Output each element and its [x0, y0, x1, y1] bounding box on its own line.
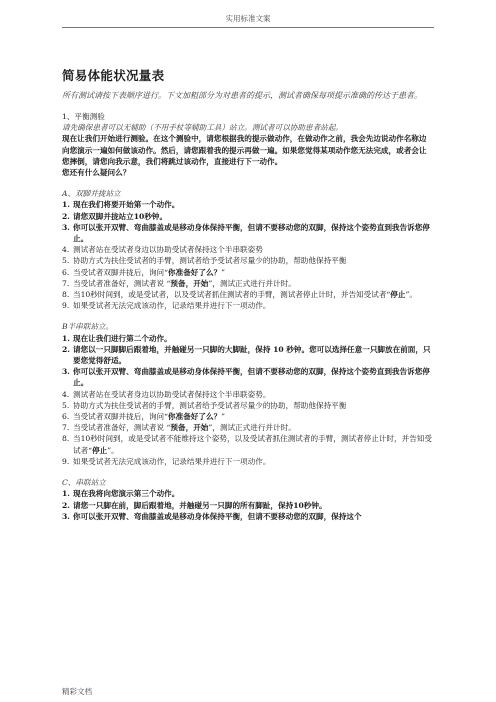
list-item — [62, 333, 434, 344]
list-item-number: 8. — [62, 434, 70, 444]
list-item-prefix: 当10秒时间到，或是受试者不能维持这个姿势，以及受试者抓住测试者的手臂，测试者停止计时，并告知受试者“ — [73, 434, 432, 455]
list-item-text: 现在我们将要开始第一个动作。 — [73, 200, 180, 210]
list-item-suffix: ”，测试正式进行并计时。 — [208, 423, 296, 433]
list-item-number: 7. — [62, 278, 70, 288]
spoken-prompt: 停止 — [390, 290, 406, 300]
list-item-number: 1. — [62, 333, 70, 343]
list-item-suffix: ”，测试正式进行并计时。 — [208, 278, 296, 288]
list-item — [62, 411, 434, 422]
list-item — [62, 289, 434, 300]
list-item — [62, 389, 434, 400]
section-a-list — [62, 199, 434, 311]
list-item-text — [73, 289, 434, 300]
header-rule — [62, 27, 434, 28]
section-c-list — [62, 488, 434, 522]
list-item-number: 2. — [62, 500, 70, 510]
spoken-prompt: 预备，开始 — [170, 278, 209, 288]
list-item-suffix: ”。 — [405, 290, 417, 300]
list-item-text — [73, 433, 434, 455]
list-item-number: 8. — [62, 290, 70, 300]
list-item-text: 如果受试者无法完成该动作，记录结果并进行下一项动作。 — [73, 456, 271, 466]
section-instruction: 请先确保患者可以无辅助（不用手杖等辅助工具）站立。测试者可以协助患者站起。 — [62, 123, 343, 133]
list-item-number: 1. — [62, 200, 70, 210]
list-item-text — [73, 267, 434, 278]
list-item — [62, 511, 434, 522]
list-item-text: 现在让我们进行第二个动作。 — [73, 333, 172, 343]
list-item — [62, 211, 434, 222]
page-footer: 精彩文档 — [62, 687, 92, 696]
list-item — [62, 278, 434, 289]
list-item-text: 你可以张开双臂、弯曲膝盖或是移动身体保持平衡，但请不要移动您的双脚，保持这个姿势直到我告诉您停止。 — [73, 367, 430, 388]
list-item — [62, 199, 434, 210]
list-item — [62, 344, 434, 366]
list-item-number: 1. — [62, 489, 70, 499]
list-item-text: 现在我将向您演示第三个动作。 — [73, 489, 180, 499]
spoken-prompt: 你准备好了么？ — [168, 267, 222, 277]
list-item-prefix: 当受试者准备好，测试者说 “ — [73, 423, 171, 433]
page-header: 实用标准文案 — [225, 14, 271, 23]
list-item-number: 4. — [62, 245, 70, 255]
list-item-text: 协助方式为扶住受试者的手臂，测试者给予受试者尽量少的协助，帮助他保持平衡 — [73, 400, 347, 410]
list-item-prefix: 当受试者准备好，测试者说 “ — [73, 278, 171, 288]
list-item-number: 2. — [62, 344, 70, 354]
section-a-heading: A、双脚并拢站立 — [62, 189, 121, 199]
intro-paragraph: 所有测试请按下表顺序进行。下文加粗部分为对患者的提示，测试者确保每项提示准确的传达于患者。 — [62, 91, 422, 100]
list-item-number: 5. — [62, 400, 70, 410]
list-item-text: 测试者站在受试者身边以协助受试者保持这个半串联姿势。 — [73, 389, 271, 399]
list-item-number: 5. — [62, 256, 70, 266]
section-a — [62, 188, 434, 311]
list-item — [62, 366, 434, 388]
list-item-number: 9. — [62, 456, 70, 466]
document-body — [62, 66, 434, 522]
list-item — [62, 300, 434, 311]
section-heading: 1、平衡测验 — [62, 112, 105, 121]
list-item-number: 3. — [62, 222, 70, 232]
list-item-number: 9. — [62, 301, 70, 311]
list-item-text — [73, 422, 434, 433]
section-c-heading: C、串联站立 — [62, 478, 106, 488]
list-item-text: 请您双脚并拢站立10秒钟。 — [73, 211, 168, 221]
list-item-suffix: ”。 — [107, 445, 119, 455]
list-item-number: 3. — [62, 367, 70, 377]
list-item — [62, 422, 434, 433]
list-item — [62, 456, 434, 467]
list-item-text: 请您一只脚在前，脚后跟着地，并触碰另一只脚的所有脚趾，保持10秒钟。 — [73, 500, 327, 510]
list-item-suffix: ” — [221, 412, 226, 422]
list-item — [62, 488, 434, 499]
list-item-number: 4. — [62, 389, 70, 399]
list-item-text: 请您以一只脚脚后跟着地，并触碰另一只脚的大脚趾，保持 10 秒钟。您可以选择任意一只脚放在前面，只要您觉得舒适。 — [73, 344, 431, 366]
list-item-text: 你可以张开双臂、弯曲膝盖或是移动身体保持平衡，但请不要移动您的双脚，保持这个 — [73, 511, 362, 521]
list-item-suffix: ” — [221, 267, 226, 277]
spoken-prompt: 你准备好了么？ — [168, 412, 222, 422]
list-item-number: 7. — [62, 423, 70, 433]
document-title: 简易体能状况量表 — [62, 68, 165, 83]
list-item-text: 如果受试者无法完成该动作，记录结果并进行下一项动作。 — [73, 301, 271, 311]
section-c — [62, 477, 434, 522]
list-item — [62, 500, 434, 511]
section-b-heading: B半串联站立。 — [62, 322, 114, 332]
list-item — [62, 433, 434, 455]
list-item-text — [73, 411, 434, 422]
section-question: 您还有什么疑问么？ — [62, 168, 131, 178]
list-item — [62, 400, 434, 411]
section-balance-test — [62, 111, 434, 178]
list-item-text: 协助方式为扶住受试者的手臂，测试者给予受试者尽量少的协助，帮助他保持平衡 — [73, 256, 347, 266]
list-item-prefix: 当受试者双脚并拢后，询问“ — [73, 412, 169, 422]
spoken-prompt: 预备，开始 — [170, 423, 209, 433]
list-item-text: 测试者站在受试者身边以协助受试者保持这个半串联姿势 — [73, 245, 263, 255]
list-item — [62, 255, 434, 266]
list-item-number: 3. — [62, 511, 70, 521]
list-item-text: 你可以张开双臂、弯曲膝盖或是移动身体保持平衡，但请不要移动您的双脚，保持这个姿势直到我告诉您停止。 — [73, 222, 430, 244]
spoken-prompt: 停止 — [92, 445, 108, 455]
list-item-prefix: 当10秒时间到，或是受试者，以及受试者抓住测试者的手臂，测试者停止计时，并告知受试者“ — [73, 290, 391, 300]
list-item-text — [73, 278, 434, 289]
section-b-list — [62, 333, 434, 467]
section-bold-paragraph: 现在让我们开始进行测验。在这个测验中，请您根据我的提示做动作，在做动作之前，我会先边说动作名称边向您演示一遍如何做该动作。然后，请您跟着我的提示再做一遍。如果您觉得某项动作您无法完成，或者会让您摔倒，请您向我示意，我们将跳过该动作，直接进行下一动作。 — [62, 134, 427, 166]
list-item — [62, 222, 434, 244]
list-item-number: 6. — [62, 412, 70, 422]
list-item — [62, 244, 434, 255]
section-b — [62, 321, 434, 467]
list-item-number: 6. — [62, 267, 70, 277]
list-item-number: 2. — [62, 211, 70, 221]
list-item — [62, 267, 434, 278]
list-item-prefix: 当受试者双脚并拢后，询问“ — [73, 267, 169, 277]
